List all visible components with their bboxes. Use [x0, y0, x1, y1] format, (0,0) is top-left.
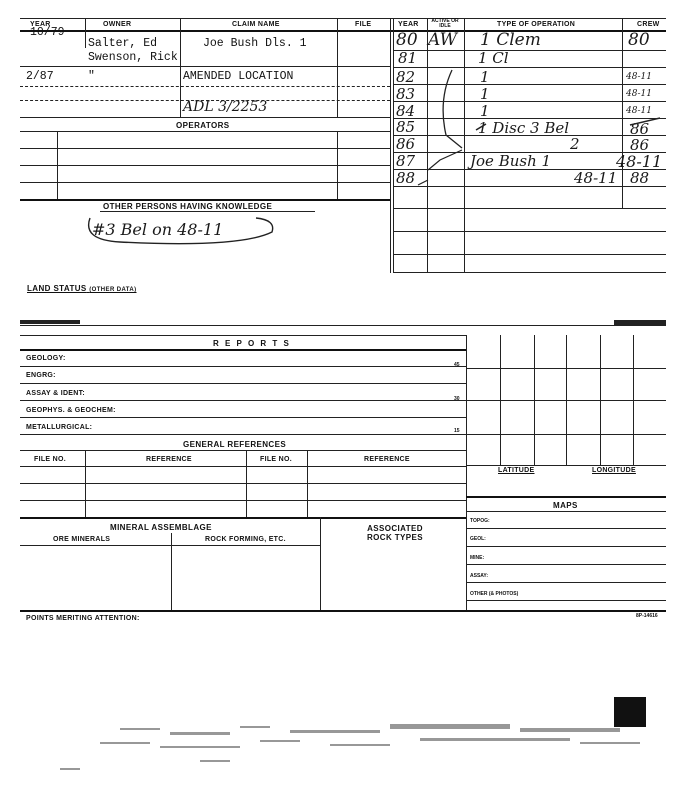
activity-row-5-operation: 1 — [480, 102, 490, 120]
activity-row-1-operation: 1 Clem — [480, 30, 541, 50]
maps-geol: GEOL: — [470, 536, 486, 542]
maps-title: MAPS — [553, 501, 578, 510]
report-scale-45: 45 — [454, 362, 460, 368]
ref-col-reference-1: REFERENCE — [146, 456, 192, 463]
header-owner: OWNER — [103, 21, 132, 28]
owner-row-1-year: 10/79 — [30, 26, 65, 39]
owner-row-1-owner: Salter, Ed — [88, 37, 158, 50]
owner-row-3-year: 2/87 — [26, 70, 54, 83]
maps-mine: MINE: — [470, 555, 485, 561]
ref-col-reference-2: REFERENCE — [364, 456, 410, 463]
report-scale-30: 30 — [454, 396, 460, 402]
activity-row-6-operation: 1 Disc 3 Bel — [478, 119, 570, 137]
header-active-or-idle: ACTIVE OR IDLE — [431, 18, 459, 29]
report-scale-15: 15 — [454, 428, 460, 434]
report-engrg: ENGRG: — [26, 372, 56, 379]
activity-row-1-status: AW — [428, 30, 458, 50]
handwritten-other-persons-note: #3 Bel on 48-11 — [92, 220, 224, 239]
activity-row-3-crew: 48-11 — [626, 72, 652, 82]
activity-row-4-year: 83 — [396, 85, 416, 103]
header-year-2: YEAR — [398, 21, 419, 28]
maps-topog: TOPOG: — [470, 518, 490, 524]
header-crew: CREW — [637, 21, 660, 28]
reports-title: R E P O R T S — [213, 339, 291, 348]
land-status-label: LAND STATUS (OTHER DATA) — [27, 284, 137, 293]
ore-minerals-label: ORE MINERALS — [53, 536, 111, 543]
activity-row-1-crew: 80 — [628, 30, 650, 50]
owner-row-1-claim: Joe Bush Dls. 1 — [203, 37, 307, 50]
other-persons-label: OTHER PERSONS HAVING KNOWLEDGE — [103, 202, 273, 211]
activity-row-7-crew: 86 — [630, 136, 650, 154]
activity-row-5-year: 84 — [396, 102, 416, 120]
report-geology: GEOLOGY: — [26, 355, 66, 362]
longitude-label: LONGITUDE — [592, 467, 636, 474]
activity-row-3-operation: 1 — [480, 68, 490, 86]
activity-row-8-operation: Joe Bush 1 — [470, 152, 552, 170]
report-assay: ASSAY & IDENT: — [26, 390, 86, 397]
report-metallurgical: METALLURGICAL: — [26, 424, 93, 431]
general-references-title: GENERAL REFERENCES — [183, 440, 287, 449]
owner-row-3-claim: AMENDED LOCATION — [183, 70, 294, 83]
activity-row-7-operation: 2 — [570, 135, 580, 153]
activity-row-2-year: 81 — [398, 49, 418, 67]
activity-row-3-year: 82 — [396, 68, 416, 86]
report-geophys: GEOPHYS. & GEOCHEM: — [26, 407, 116, 414]
points-meriting-attention: POINTS MERITING ATTENTION: — [26, 615, 140, 622]
activity-row-4-crew: 48-11 — [626, 89, 652, 99]
activity-row-9-crew: 88 — [630, 169, 650, 187]
latitude-label: LATITUDE — [498, 467, 535, 474]
scan-noise — [0, 720, 678, 806]
activity-row-7-year: 86 — [396, 135, 416, 153]
ref-col-file-no-2: FILE NO. — [260, 456, 292, 463]
ref-col-file-no-1: FILE NO. — [34, 456, 66, 463]
activity-row-8-year: 87 — [396, 152, 416, 170]
header-type-of-operation: TYPE OF OPERATION — [497, 21, 576, 28]
maps-assay: ASSAY: — [470, 573, 489, 579]
activity-row-4-operation: 1 — [480, 85, 490, 103]
activity-row-6-year: 85 — [396, 118, 416, 136]
scan-bar-left — [20, 320, 80, 324]
activity-row-1-year: 80 — [396, 30, 418, 50]
activity-row-9-operation: 48-11 — [574, 169, 618, 187]
activity-row-5-crew: 48-11 — [626, 106, 652, 116]
activity-row-6-crew: 86 — [630, 120, 650, 138]
owner-row-3-owner: " — [88, 70, 95, 83]
associated-rock-types: ASSOCIATED ROCK TYPES — [366, 524, 423, 542]
activity-row-2-operation: 1 Cl — [478, 49, 509, 67]
header-file: FILE — [355, 21, 372, 28]
header-year: YEAR — [30, 21, 51, 28]
header-claim-name: CLAIM NAME — [232, 21, 280, 28]
handwritten-adl: ADL 3/2253 — [183, 99, 268, 115]
activity-row-8-crew: 48-11 — [616, 152, 663, 171]
maps-other: OTHER (& PHOTOS) — [470, 591, 519, 597]
owner-row-2-owner: Swenson, Rick — [88, 51, 178, 64]
operators-label: OPERATORS — [176, 121, 230, 130]
rock-forming-label: ROCK FORMING, ETC. — [205, 536, 286, 543]
activity-row-9-year: 88 — [396, 169, 416, 187]
mineral-assemblage-title: MINERAL ASSEMBLAGE — [110, 523, 212, 532]
form-number: 8P-14616 — [636, 613, 658, 619]
